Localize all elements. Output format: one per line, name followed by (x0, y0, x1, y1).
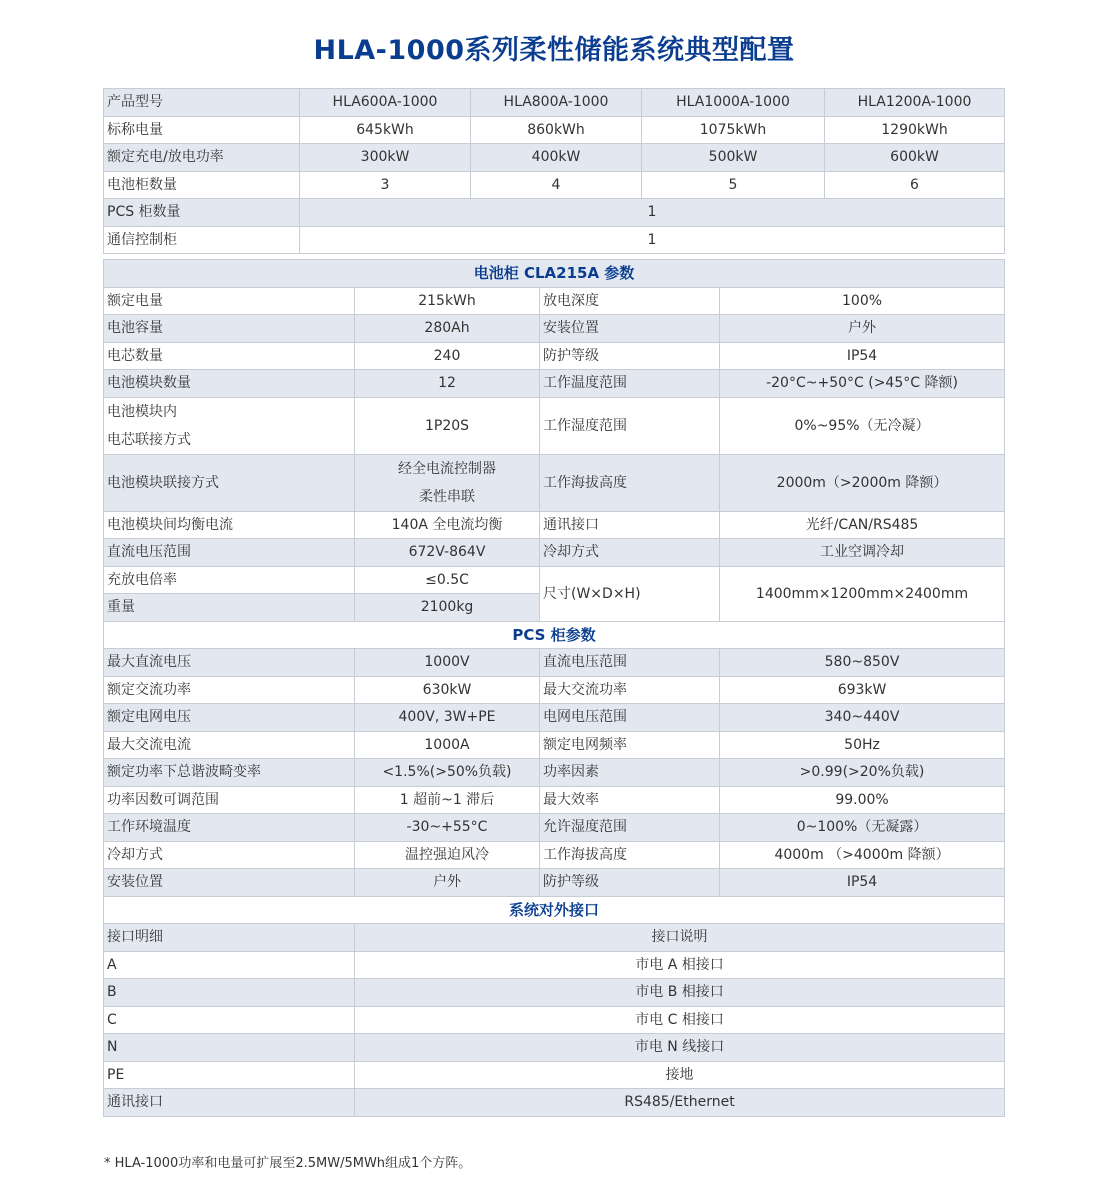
param-value: 4000m （>4000m 降额） (720, 841, 1005, 869)
param-label-line: 电池模块内 (107, 403, 177, 420)
cell-value: 1075kWh (642, 116, 825, 144)
table-row (104, 979, 1005, 1007)
table-row (104, 116, 1005, 144)
param-label: 功率因数可调范围 (104, 786, 355, 814)
param-value: 240 (355, 342, 540, 370)
row-label: 电池柜数量 (104, 171, 300, 199)
param-label: 防护等级 (540, 342, 720, 370)
interface-label: B (104, 979, 355, 1007)
table-row (104, 226, 1005, 254)
battery-section-heading: 电池柜 CLA215A 参数 (104, 260, 1005, 288)
interface-label: PE (104, 1061, 355, 1089)
param-label: 额定电量 (104, 287, 355, 315)
param-label: 电池模块联接方式 (104, 454, 355, 511)
param-label: 冷却方式 (540, 539, 720, 567)
pcs-section-heading: PCS 柜参数 (104, 621, 1005, 649)
interface-value: RS485/Ethernet (355, 1089, 1005, 1117)
table-row (104, 171, 1005, 199)
param-label: 工作环境温度 (104, 814, 355, 842)
param-value (355, 454, 540, 511)
param-label: 额定电网频率 (540, 731, 720, 759)
cell-value: 1 (300, 226, 1005, 254)
row-label: 产品型号 (104, 89, 300, 117)
param-value: 630kW (355, 676, 540, 704)
footnote: * HLA-1000功率和电量可扩展至2.5MW/5MWh组成1个方阵。 (104, 1156, 472, 1171)
param-value: 户外 (355, 869, 540, 897)
cell-value: 1290kWh (825, 116, 1005, 144)
param-label: 额定交流功率 (104, 676, 355, 704)
model-header: HLA800A-1000 (471, 89, 642, 117)
table-row (104, 649, 1005, 677)
interfaces-section-heading: 系统对外接口 (104, 896, 1005, 924)
param-value: 1000V (355, 649, 540, 677)
interface-label: A (104, 951, 355, 979)
cell-value: 400kW (471, 144, 642, 172)
cell-value: 860kWh (471, 116, 642, 144)
cell-value: 5 (642, 171, 825, 199)
interface-value: 市电 N 线接口 (355, 1034, 1005, 1062)
param-label: 最大直流电压 (104, 649, 355, 677)
interface-value: 市电 C 相接口 (355, 1006, 1005, 1034)
param-value: IP54 (720, 342, 1005, 370)
param-value: 400V, 3W+PE (355, 704, 540, 732)
param-label: 电池模块数量 (104, 370, 355, 398)
param-label: 最大效率 (540, 786, 720, 814)
param-label: 充放电倍率 (104, 566, 355, 594)
table-row (104, 89, 1005, 117)
param-value: >0.99(>20%负载) (720, 759, 1005, 787)
cell-value: 1 (300, 199, 1005, 227)
param-value-line: 经全电流控制器 (398, 460, 496, 477)
param-value: 户外 (720, 315, 1005, 343)
table-row (104, 1089, 1005, 1117)
table-row (104, 539, 1005, 567)
param-label: 工作温度范围 (540, 370, 720, 398)
param-label: 防护等级 (540, 869, 720, 897)
table-row (104, 786, 1005, 814)
param-value: 0%~95%（无冷凝） (720, 397, 1005, 454)
cell-value: 500kW (642, 144, 825, 172)
param-label: 直流电压范围 (540, 649, 720, 677)
interface-value: 接口说明 (355, 924, 1005, 952)
config-table (103, 88, 1005, 254)
model-header: HLA1200A-1000 (825, 89, 1005, 117)
param-label: 工作湿度范围 (540, 397, 720, 454)
param-value: ≤0.5C (355, 566, 540, 594)
param-label: 直流电压范围 (104, 539, 355, 567)
param-label: 允许湿度范围 (540, 814, 720, 842)
cell-value: 4 (471, 171, 642, 199)
param-label: 重量 (104, 594, 355, 622)
param-value: 2100kg (355, 594, 540, 622)
table-row (104, 370, 1005, 398)
param-value: 580~850V (720, 649, 1005, 677)
param-value: 50Hz (720, 731, 1005, 759)
interface-label: C (104, 1006, 355, 1034)
param-label-line: 电芯联接方式 (107, 431, 191, 448)
param-label: 电芯数量 (104, 342, 355, 370)
row-label: PCS 柜数量 (104, 199, 300, 227)
table-row (104, 924, 1005, 952)
table-row (104, 454, 1005, 511)
table-row (104, 566, 1005, 594)
interface-label: 接口明细 (104, 924, 355, 952)
page-title: HLA-1000系列柔性储能系统典型配置 (313, 35, 795, 66)
section-heading-row (104, 896, 1005, 924)
interface-value: 接地 (355, 1061, 1005, 1089)
param-label: 工作海拔高度 (540, 841, 720, 869)
param-value: 0~100%（无凝露） (720, 814, 1005, 842)
param-value-line: 柔性串联 (419, 488, 475, 505)
row-label: 额定充电/放电功率 (104, 144, 300, 172)
param-label: 电池容量 (104, 315, 355, 343)
table-row (104, 144, 1005, 172)
cell-value: 600kW (825, 144, 1005, 172)
table-row (104, 397, 1005, 454)
param-value: 2000m（>2000m 降额） (720, 454, 1005, 511)
interface-label: 通讯接口 (104, 1089, 355, 1117)
row-label: 标称电量 (104, 116, 300, 144)
table-row (104, 676, 1005, 704)
param-label: 冷却方式 (104, 841, 355, 869)
param-value: 1 超前~1 滞后 (355, 786, 540, 814)
table-row (104, 704, 1005, 732)
param-value: 215kWh (355, 287, 540, 315)
param-value: 280Ah (355, 315, 540, 343)
table-row (104, 814, 1005, 842)
param-label: 最大交流功率 (540, 676, 720, 704)
cell-value: 6 (825, 171, 1005, 199)
param-label: 最大交流电流 (104, 731, 355, 759)
table-row (104, 199, 1005, 227)
param-label: 通讯接口 (540, 511, 720, 539)
row-label: 通信控制柜 (104, 226, 300, 254)
param-value: <1.5%(>50%负载) (355, 759, 540, 787)
table-row (104, 315, 1005, 343)
table-row (104, 342, 1005, 370)
table-row (104, 511, 1005, 539)
param-label: 电网电压范围 (540, 704, 720, 732)
cell-value: 3 (300, 171, 471, 199)
param-label: 额定功率下总谐波畸变率 (104, 759, 355, 787)
table-row (104, 841, 1005, 869)
param-value: 12 (355, 370, 540, 398)
table-row (104, 759, 1005, 787)
table-row (104, 951, 1005, 979)
param-value: 99.00% (720, 786, 1005, 814)
param-label: 安装位置 (540, 315, 720, 343)
param-value: 1P20S (355, 397, 540, 454)
param-value: 工业空调冷却 (720, 539, 1005, 567)
param-value: -30~+55°C (355, 814, 540, 842)
table-row (104, 1034, 1005, 1062)
param-value: 672V-864V (355, 539, 540, 567)
interface-value: 市电 A 相接口 (355, 951, 1005, 979)
section-heading-row (104, 260, 1005, 288)
param-label: 电池模块间均衡电流 (104, 511, 355, 539)
param-label (104, 397, 355, 454)
model-header: HLA600A-1000 (300, 89, 471, 117)
param-label: 放电深度 (540, 287, 720, 315)
param-value: 693kW (720, 676, 1005, 704)
model-header: HLA1000A-1000 (642, 89, 825, 117)
params-table (103, 259, 1005, 1117)
param-value: 温控强迫风冷 (355, 841, 540, 869)
param-label: 尺寸(W×D×H) (540, 566, 720, 621)
interface-label: N (104, 1034, 355, 1062)
cell-value: 645kWh (300, 116, 471, 144)
param-label: 安装位置 (104, 869, 355, 897)
param-value: 光纤/CAN/RS485 (720, 511, 1005, 539)
param-label: 工作海拔高度 (540, 454, 720, 511)
table-row (104, 869, 1005, 897)
param-value: 100% (720, 287, 1005, 315)
param-value: 340~440V (720, 704, 1005, 732)
param-value: 140A 全电流均衡 (355, 511, 540, 539)
param-label: 额定电网电压 (104, 704, 355, 732)
table-row (104, 1006, 1005, 1034)
param-value: IP54 (720, 869, 1005, 897)
interface-value: 市电 B 相接口 (355, 979, 1005, 1007)
param-value: 1000A (355, 731, 540, 759)
section-heading-row (104, 621, 1005, 649)
param-label: 功率因素 (540, 759, 720, 787)
table-row (104, 1061, 1005, 1089)
param-value: 1400mm×1200mm×2400mm (720, 566, 1005, 621)
param-value: -20°C~+50°C (>45°C 降额) (720, 370, 1005, 398)
table-row (104, 287, 1005, 315)
cell-value: 300kW (300, 144, 471, 172)
table-row (104, 731, 1005, 759)
